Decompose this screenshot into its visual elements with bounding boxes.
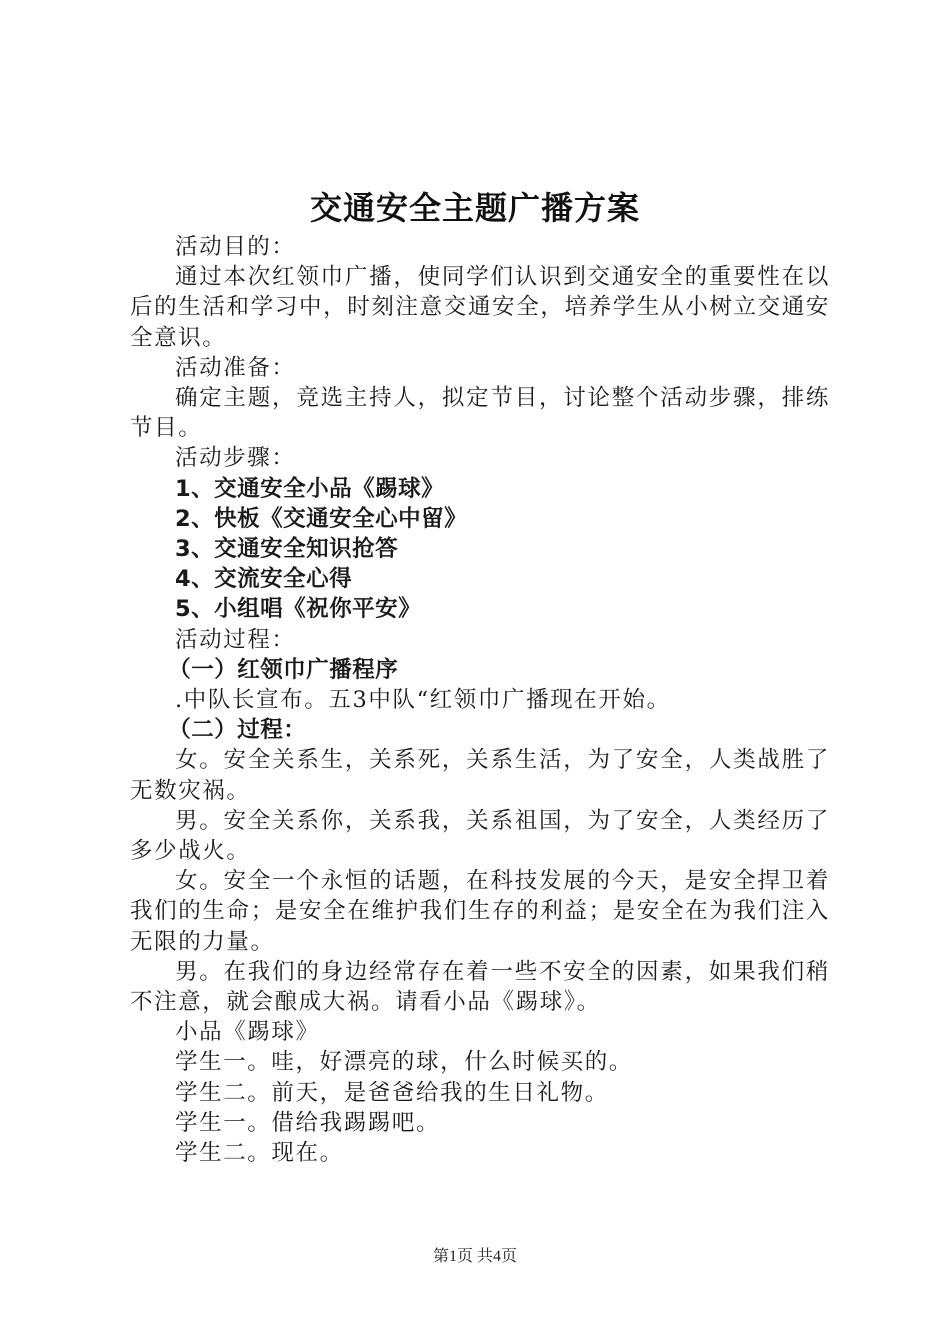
subsection-heading-program: （一）红领巾广播程序 xyxy=(168,656,399,683)
dialogue-line: 学生二。前天，是爸爸给我的生日礼物。 xyxy=(175,1079,609,1106)
dialogue-line: 男。安全关系你，关系我，关系祖国，为了安全，人类经历了多少战火。 xyxy=(130,807,830,865)
dialogue-line: 学生一。哇，好漂亮的球，什么时候买的。 xyxy=(175,1049,633,1076)
dialogue-line: 学生二。现在。 xyxy=(175,1140,344,1167)
section-heading-process: 活动过程： xyxy=(175,626,296,653)
paragraph-announcement: .中队长宣布。五3中队“红领巾广播现在开始。 xyxy=(175,687,671,714)
section-heading-preparation: 活动准备： xyxy=(175,354,296,381)
dialogue-line: 男。在我们的身边经常存在着一些不安全的因素，如果我们稍不注意，就会酿成大祸。请看小品《踢球》。 xyxy=(130,958,830,1016)
step-item-1: 1、交通安全小品《踢球》 xyxy=(175,475,445,502)
step-item-2: 2、快板《交通安全心中留》 xyxy=(175,505,468,532)
paragraph-preparation: 确定主题，竞选主持人，拟定节目，讨论整个活动步骤，排练节目。 xyxy=(130,385,830,442)
page-footer: 第1页 共4页 xyxy=(432,1248,517,1265)
document-title: 交通安全主题广播方案 xyxy=(309,189,640,227)
dialogue-line: 学生一。借给我踢踢吧。 xyxy=(175,1109,441,1136)
paragraph-purpose: 通过本次红领巾广播，使同学们认识到交通安全的重要性在以后的生活和学习中，时刻注意交通安全，培养学生从小树立交通安全意识。 xyxy=(130,264,830,351)
step-item-5: 5、小组唱《祝你平安》 xyxy=(175,596,422,623)
step-item-3: 3、交通安全知识抢答 xyxy=(175,536,399,563)
section-heading-steps: 活动步骤： xyxy=(175,445,296,472)
skit-title: 小品《踢球》 xyxy=(175,1019,320,1046)
dialogue-line: 女。安全关系生，关系死，关系生活，为了安全，人类战胜了无数灾祸。 xyxy=(130,747,830,804)
subsection-heading-process: （二）过程： xyxy=(168,717,307,744)
document-body xyxy=(130,232,830,1168)
section-heading-purpose: 活动目的： xyxy=(175,234,296,260)
step-item-4: 4、交流安全心得 xyxy=(175,566,353,593)
dialogue-line: 女。安全一个永恒的话题，在科技发展的今天，是安全捍卫着我们的生命；是安全在维护我们生存的利益；是安全在为我们注入无限的力量。 xyxy=(130,868,830,955)
